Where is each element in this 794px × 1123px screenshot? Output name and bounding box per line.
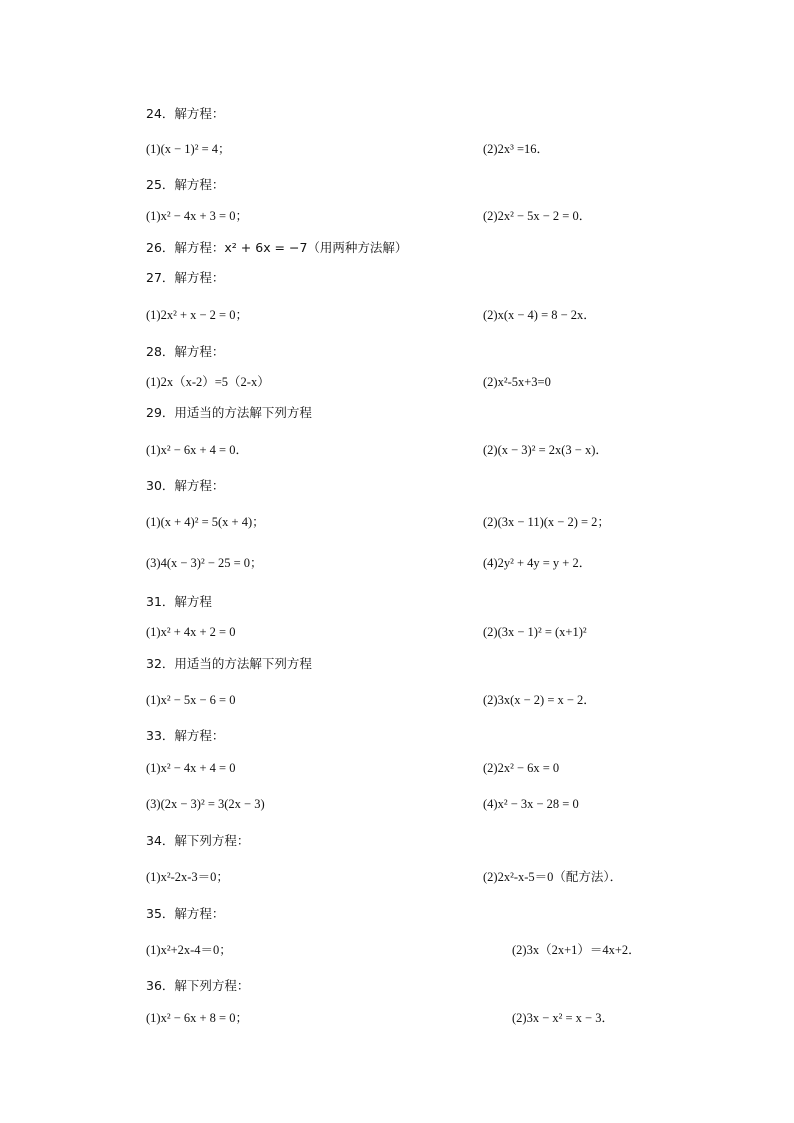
problem-36-item-2: (2)3x − x² = x − 3． bbox=[512, 1011, 614, 1025]
problem-25-header: 25．解方程： bbox=[146, 177, 225, 192]
problem-34-header: 34．解下列方程： bbox=[146, 833, 250, 848]
problem-32-item-2: (2)3x(x − 2) = x − 2． bbox=[483, 693, 596, 707]
problem-29-item-1: (1)x² − 6x + 4 = 0． bbox=[146, 443, 248, 457]
problem-27-header: 27．解方程： bbox=[146, 270, 225, 285]
problem-25-item-1: (1)x² − 4x + 3 = 0； bbox=[146, 209, 248, 223]
problem-34-item-1: (1)x²-2x-3＝0； bbox=[146, 870, 229, 884]
problem-30-item-2: (2)(3x − 11)(x − 2) = 2； bbox=[483, 515, 610, 529]
problem-32-header: 32．用适当的方法解下列方程 bbox=[146, 656, 312, 671]
problem-27-item-2: (2)x(x − 4) = 8 − 2x． bbox=[483, 308, 596, 322]
problem-30-item-3: (3)4(x − 3)² − 25 = 0； bbox=[146, 556, 263, 570]
problem-36-item-1: (1)x² − 6x + 8 = 0； bbox=[146, 1011, 248, 1025]
problem-24-item-1: (1)(x − 1)² = 4； bbox=[146, 142, 231, 156]
problem-25-item-2: (2)2x² − 5x − 2 = 0． bbox=[483, 209, 592, 223]
problem-31-item-2: (2)(3x − 1)² = (x+1)² bbox=[483, 625, 587, 639]
problem-24-item-2: (2)2x³ =16． bbox=[483, 142, 549, 156]
problem-35-item-2: (2)3x（2x+1）＝4x+2． bbox=[512, 943, 641, 957]
problem-30-header: 30．解方程： bbox=[146, 478, 225, 493]
problem-28-item-1: (1)2x（x-2）=5（2-x） bbox=[146, 375, 270, 389]
problem-28-item-2: (2)x²-5x+3=0 bbox=[483, 375, 551, 389]
problem-31-item-1: (1)x² + 4x + 2 = 0 bbox=[146, 625, 236, 639]
problem-30-item-1: (1)(x + 4)² = 5(x + 4)； bbox=[146, 515, 265, 529]
problem-36-header: 36．解下列方程： bbox=[146, 978, 250, 993]
problem-31-header: 31．解方程 bbox=[146, 594, 212, 609]
problem-29-header: 29．用适当的方法解下列方程 bbox=[146, 405, 312, 420]
problem-28-header: 28．解方程： bbox=[146, 344, 225, 359]
problem-33-item-3: (3)(2x − 3)² = 3(2x − 3) bbox=[146, 797, 265, 811]
problem-33-item-1: (1)x² − 4x + 4 = 0 bbox=[146, 761, 236, 775]
problem-35-item-1: (1)x²+2x-4＝0； bbox=[146, 943, 232, 957]
problem-33-item-4: (4)x² − 3x − 28 = 0 bbox=[483, 797, 579, 811]
problem-24-header: 24．解方程： bbox=[146, 106, 225, 121]
problem-27-item-1: (1)2x² + x − 2 = 0； bbox=[146, 308, 248, 322]
problem-33-header: 33．解方程： bbox=[146, 728, 225, 743]
problem-30-item-4: (4)2y² + 4y = y + 2． bbox=[483, 556, 592, 570]
problem-34-item-2: (2)2x²-x-5＝0（配方法）． bbox=[483, 870, 623, 884]
problem-35-header: 35．解方程： bbox=[146, 906, 225, 921]
problem-33-item-2: (2)2x² − 6x = 0 bbox=[483, 761, 560, 775]
problem-29-item-2: (2)(x − 3)² = 2x(3 − x)． bbox=[483, 443, 608, 457]
problem-32-item-1: (1)x² − 5x − 6 = 0 bbox=[146, 693, 236, 707]
problem-26-header: 26．解方程：x² + 6x = −7（用两种方法解） bbox=[146, 240, 408, 255]
